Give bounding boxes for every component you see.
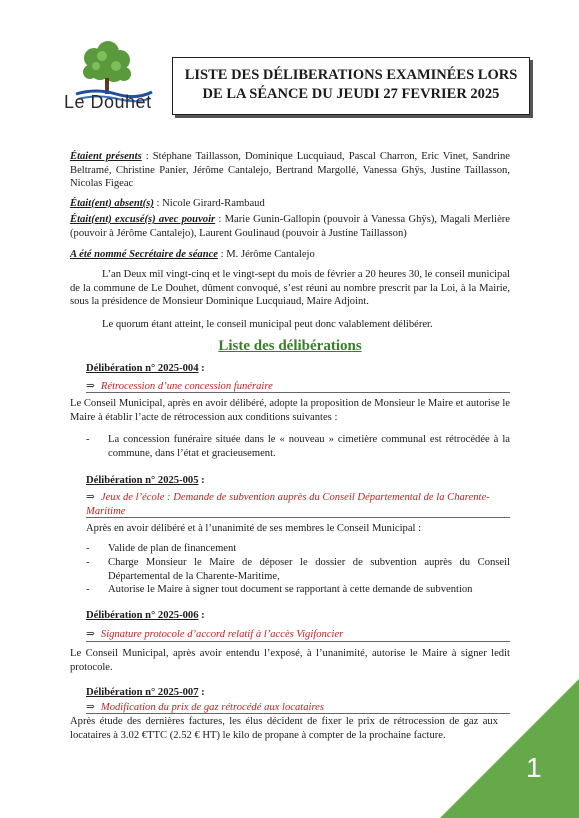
excused-label: Était(ent) excusé(s) avec pouvoir	[70, 214, 216, 225]
arrow-icon: ⇒	[86, 381, 95, 392]
absent-label: Était(ent) absent(s)	[70, 198, 154, 209]
deliberation-text: Après en avoir délibéré et à l’unanimité de ses membres le Conseil Municipal :	[86, 523, 422, 534]
absent-paragraph	[70, 197, 510, 211]
title-line-1: LISTE DES DÉLIBERATIONS EXAMINÉES LORS	[184, 67, 518, 83]
deliberation-heading: Délibération n° 2025-005 :	[86, 475, 205, 486]
page-number: 1	[526, 752, 542, 783]
secretary-text: : M. Jérôme Cantalejo	[218, 249, 315, 260]
separator	[86, 517, 510, 518]
deliberation-subject: ⇒ Modification du prix de gaz rétrocédé aux locataires	[86, 702, 325, 713]
intro-paragraph: L’an Deux mil vingt-cinq et le vingt-sept du mois de février a 20 heures 30, le conseil municipal de la commune de Le Douhet, dûment convoqué, s’est réuni au nombre prescrit par la Loi, à la Mairie, sous la présidence de Monsieur Dominique Lucquiaud, Maire Adjoint.	[70, 269, 510, 308]
list-item: - Valide de plan de financement	[86, 543, 237, 554]
list-title: Liste des délibérations	[218, 338, 362, 354]
deliberation-heading: Délibération n° 2025-006 :	[86, 610, 205, 621]
deliberation-text: Le Conseil Municipal, après avoir entendu l’exposé, à l’unanimité, autorise le Maire à signer ledit protocole.	[70, 648, 510, 673]
separator	[86, 641, 510, 642]
present-label: Étaient présents	[70, 151, 142, 162]
excused-paragraph	[70, 213, 510, 240]
quorum-paragraph: Le quorum étant atteint, le conseil municipal peut donc valablement délibérer.	[102, 319, 433, 330]
logo-text: Le Douhet	[64, 92, 152, 112]
secretary-paragraph	[70, 248, 510, 262]
deliberation-text: Le Conseil Municipal, après en avoir délibéré, adopte la proposition de Monsieur le Maire et autorise le Maire à établir l’acte de rétrocession aux conditions suivantes :	[70, 398, 510, 423]
arrow-icon: ⇒	[86, 629, 95, 640]
list-item: - Autorise le Maire à signer tout document se rapportant à cette demande de subvention	[86, 584, 473, 595]
arrow-icon: ⇒	[86, 702, 95, 713]
secretary-label: A été nommé Secrétaire de séance	[70, 249, 218, 260]
present-paragraph	[70, 150, 510, 191]
list-item: - La concession funéraire située dans le « nouveau » cimetière communal est rétrocédée à la commune, dans l’état et gracieusement.	[86, 434, 510, 459]
deliberation-heading: Délibération n° 2025-004 :	[86, 363, 205, 374]
deliberation-text: Après étude des dernières factures, les élus décident de fixer le prix de rétrocession de gaz aux locataires à 3.02 €TTC (2.52 € HT) le kilo de propane à compter de la prochaine facture.	[70, 716, 498, 741]
present-text: : Stéphane Taillasson, Dominique Lucquiaud, Pascal Charron, Eric Vinet, Sandrine Beltramé, Christine Panier, Jérôme Cantalejo, Bertrand Margollé, Vanessa Ghÿs, Justine Taillasson, Nicolas Figeac	[70, 151, 510, 190]
corner-decoration	[440, 679, 579, 818]
deliberation-heading: Délibération n° 2025-007 :	[86, 687, 205, 698]
excused-text: : Marie Gunin-Gallopin (pouvoir à Vanessa Ghÿs), Magali Merlière (pouvoir à Jérôme Cantalejo), Laurent Goulinaud (pouvoir à Justine Taillasson)	[70, 214, 511, 239]
absent-text: : Nicole Girard-Rambaud	[153, 198, 265, 209]
deliberation-subject: ⇒ Signature protocole d’accord relatif à l’accès Vigifoncier	[86, 629, 344, 640]
deliberation-subject: ⇒ Jeux de l’école : Demande de subvention auprès du Conseil Départemental de la Charente-Maritime	[86, 492, 490, 517]
title-line-2: DE LA SÉANCE DU JEUDI 27 FEVRIER 2025	[202, 86, 500, 102]
logo	[56, 36, 156, 122]
document-title	[172, 57, 530, 115]
arrow-icon: ⇒	[86, 492, 95, 503]
deliberation-subject: ⇒ Rétrocession d’une concession funéraire	[86, 381, 273, 392]
list-item: - Charge Monsieur le Maire de déposer le dossier de subvention auprès du Conseil Départemental de la Charente-Maritime,	[86, 557, 510, 582]
separator	[86, 392, 510, 393]
